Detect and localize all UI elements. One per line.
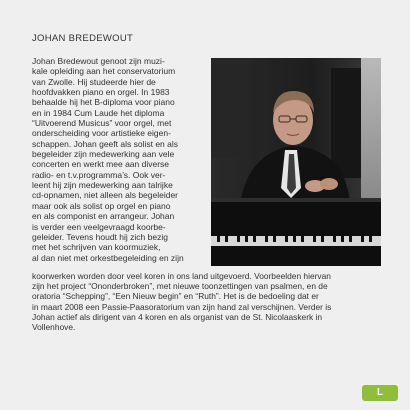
- text-line: “Uitvoerend Musicus” voor orgel, met: [32, 118, 172, 129]
- text-line: leent hij zijn medewerking aan talrijke: [32, 180, 173, 191]
- portrait-illustration: [211, 58, 381, 266]
- text-line: en als componist en arrangeur. Johan: [32, 211, 175, 222]
- text-line: zijn het project “Ononderbroken”, met nieuwe toonzettingen van psalmen, en de: [32, 280, 328, 291]
- text-line: en in 1984 Cum Laude het diploma: [32, 107, 165, 118]
- text-line: koorwerken worden door veel koren in ons land uitgevoerd. Voorbeelden hiervan: [32, 270, 331, 281]
- text-line: Johan Bredewout genoot zijn muzi-: [32, 56, 165, 66]
- text-line: in maart 2008 een Passie-Paasoratorium van zijn hand zal verschijnen. Verder is: [32, 301, 332, 312]
- text-line: oratoria “Schepping”, “Een Nieuw begin” en “Ruth”. Het is de bedoeling dat er: [32, 291, 319, 302]
- text-line: onderscheiding voor artistieke eigen-: [32, 128, 171, 139]
- text-line: Johan actief als dirigent van 4 koren en als organist van de St. Nicolaaskerk in: [32, 311, 323, 322]
- text-line: radio- en t.v.programma’s. Ook ver-: [32, 169, 166, 180]
- biography-text-top: [32, 56, 210, 263]
- text-line: concerten en werkt mee aan diverse: [32, 159, 170, 170]
- text-line: schappen. Johan geeft als solist en als: [32, 138, 179, 149]
- text-line: begeleider zijn medewerking aan vele: [32, 149, 175, 160]
- text-line: van Zwolle. Hij studeerde hier de: [32, 76, 156, 87]
- text-line: is verder een veelgevraagd koorbe-: [32, 221, 166, 232]
- watermark-badge: [362, 385, 398, 401]
- watermark-badge-text: L: [376, 387, 384, 398]
- text-line: cd-opnamen, niet alleen als begeleider: [32, 190, 179, 201]
- text-line: maar ook als solist op orgel en piano: [32, 200, 171, 211]
- page-title: JOHAN BREDEWOUT: [32, 33, 134, 44]
- portrait-photo: [211, 58, 381, 266]
- text-line: kale opleiding aan het conservatorium: [32, 66, 176, 77]
- text-line: al dan niet met orkestbegeleiding en zijn: [32, 252, 184, 263]
- biography-text-bottom: [32, 271, 390, 333]
- text-line: hoofdvakken piano en orgel. In 1983: [32, 87, 170, 98]
- text-line: met het schrijven van koormuziek,: [32, 242, 161, 253]
- text-line: geleider. Tevens houdt hij zich bezig: [32, 231, 168, 242]
- text-line: Vollenhove.: [32, 322, 76, 333]
- text-line: behaalde hij het B-diploma voor piano: [32, 97, 175, 108]
